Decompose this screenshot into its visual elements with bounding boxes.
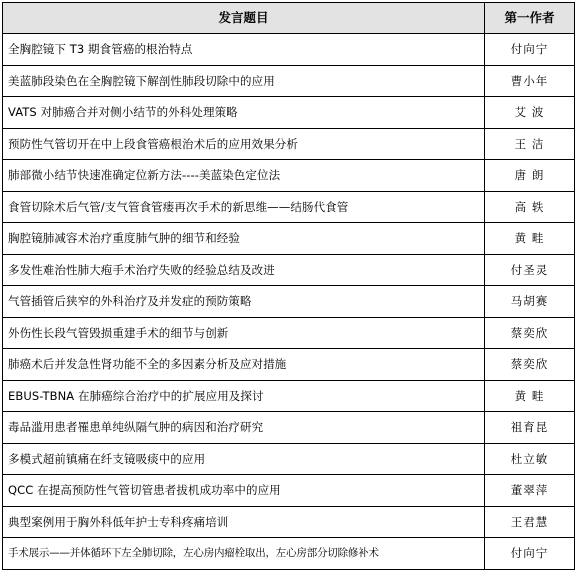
- row-author: 杜立敏: [485, 443, 575, 475]
- table-row: [3, 380, 575, 412]
- row-author: 付圣灵: [485, 254, 575, 286]
- table-row: [3, 443, 575, 475]
- table-header-row: [3, 3, 575, 34]
- row-title: EBUS-TBNA 在肺癌综合治疗中的扩展应用及探讨: [3, 380, 485, 412]
- column-header-title: 发言题目: [3, 3, 485, 34]
- row-author: 唐 朗: [485, 160, 575, 192]
- table-row: [3, 286, 575, 318]
- row-author: 祖育昆: [485, 412, 575, 444]
- table-row: [3, 65, 575, 97]
- table-row: [3, 317, 575, 349]
- row-author: 高 轶: [485, 191, 575, 223]
- table-row: [3, 254, 575, 286]
- row-title: QCC 在提高预防性气管切管患者拔机成功率中的应用: [3, 475, 485, 507]
- row-author: 董翠萍: [485, 475, 575, 507]
- presentation-table: [2, 2, 575, 570]
- row-title: 胸腔镜肺减容术治疗重度肺气肿的细节和经验: [3, 223, 485, 255]
- table-row: [3, 506, 575, 538]
- row-author: 王 洁: [485, 128, 575, 160]
- row-title: 多发性难治性肺大疱手术治疗失败的经验总结及改进: [3, 254, 485, 286]
- row-author: 艾 波: [485, 97, 575, 129]
- column-header-author: 第一作者: [485, 3, 575, 34]
- row-author: 付向宁: [485, 34, 575, 66]
- table-row: [3, 97, 575, 129]
- row-author: 黄 畦: [485, 223, 575, 255]
- document-page: [2, 2, 575, 570]
- table-row: [3, 128, 575, 160]
- row-title: 美蓝肺段染色在全胸腔镜下解剖性肺段切除中的应用: [3, 65, 485, 97]
- row-title: 手术展示——并体循环下左全肺切除，左心房内瘤栓取出，左心房部分切除修补术: [3, 538, 485, 570]
- row-title: 多模式超前镇痛在纤支镜吸痰中的应用: [3, 443, 485, 475]
- table-row: [3, 349, 575, 381]
- row-title: 肺部微小结节快速准确定位新方法----美蓝染色定位法: [3, 160, 485, 192]
- row-author: 王君慧: [485, 506, 575, 538]
- row-title: 外伤性长段气管毁损重建手术的细节与创新: [3, 317, 485, 349]
- row-title: VATS 对肺癌合并对侧小结节的外科处理策略: [3, 97, 485, 129]
- table-row: [3, 538, 575, 570]
- row-author: 曹小年: [485, 65, 575, 97]
- row-author: 蔡奕欣: [485, 317, 575, 349]
- row-author: 蔡奕欣: [485, 349, 575, 381]
- table-row: [3, 160, 575, 192]
- row-title: 气管插管后狭窄的外科治疗及并发症的预防策略: [3, 286, 485, 318]
- row-title: 典型案例用于胸外科低年护士专科疼痛培训: [3, 506, 485, 538]
- table-row: [3, 412, 575, 444]
- row-title: 预防性气管切开在中上段食管癌根治术后的应用效果分析: [3, 128, 485, 160]
- table-row: [3, 223, 575, 255]
- row-author: 黄 畦: [485, 380, 575, 412]
- table-row: [3, 475, 575, 507]
- table-row: [3, 191, 575, 223]
- row-title: 肺癌术后并发急性肾功能不全的多因素分析及应对措施: [3, 349, 485, 381]
- table-row: [3, 34, 575, 66]
- row-author: 付向宁: [485, 538, 575, 570]
- row-title: 食管切除术后气管/支气管食管瘘再次手术的新思维——结肠代食管: [3, 191, 485, 223]
- row-title: 毒品滥用患者罹患单纯纵隔气肿的病因和治疗研究: [3, 412, 485, 444]
- row-author: 马胡赛: [485, 286, 575, 318]
- row-title: 全胸腔镜下 T3 期食管癌的根治特点: [3, 34, 485, 66]
